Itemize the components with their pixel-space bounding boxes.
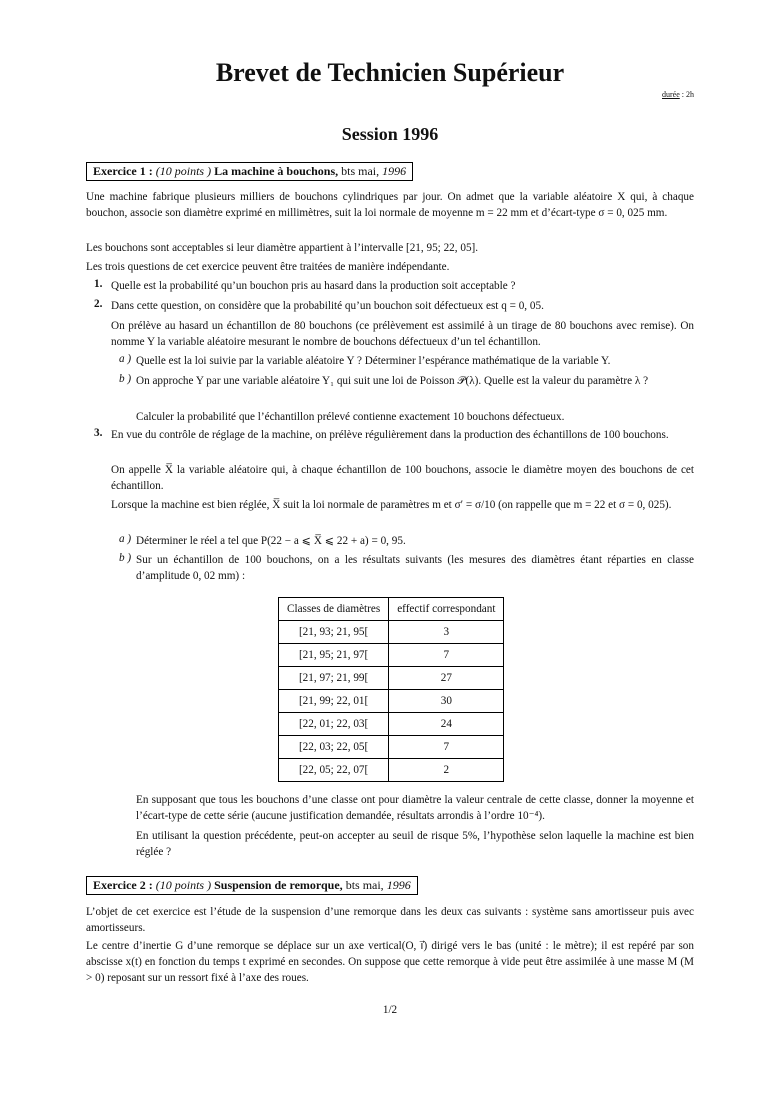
question-3a-label: a ) [119, 533, 132, 545]
table-cell-count: 30 [389, 690, 504, 713]
duration-value: : 2h [681, 90, 694, 99]
table-cell-count: 27 [389, 667, 504, 690]
table-row [279, 690, 504, 713]
table-row [279, 736, 504, 759]
exercise-2-year: 1996 [386, 878, 411, 892]
question-3-detail-2: Lorsque la machine est bien réglée, X̅ suit la loi normale de paramètres m et σ′ = σ/10 (on rappelle que m = 22 et σ = 0, 025). [111, 499, 672, 511]
exercise-2-header [86, 876, 418, 895]
question-2a-text: Quelle est la loi suivie par la variable aléatoire Y ? Déterminer l’espérance mathématique de la variable Y. [136, 355, 611, 367]
question-3-text: En vue du contrôle de réglage de la machine, on prélève régulièrement dans la production des échantillons de 100 bouchons. [111, 429, 669, 441]
table-row [279, 713, 504, 736]
question-3-detail-1: On appelle X̅ la variable aléatoire qui, à chaque échantillon de 100 bouchons, associe le diamètre moyen des bouchons de cet échantillon. [111, 464, 694, 492]
table-row [279, 644, 504, 667]
question-2b-label: b ) [119, 373, 132, 385]
table-cell-count: 24 [389, 713, 504, 736]
table-cell-class: [21, 95; 21, 97[ [279, 644, 389, 667]
question-2-number: 2. [94, 298, 103, 310]
exercise-2-source: bts mai, [345, 878, 384, 892]
table-cell-class: [22, 03; 22, 05[ [279, 736, 389, 759]
exercise-1-year: 1996 [382, 164, 407, 178]
table-cell-class: [21, 93; 21, 95[ [279, 621, 389, 644]
table-cell-count: 2 [389, 759, 504, 782]
diameter-classes-table [278, 597, 504, 782]
question-2-text: Dans cette question, on considère que la probabilité qu’un bouchon soit défectueux est q = 0, 05. [111, 300, 544, 312]
page-title: Brevet de Technicien Supérieur [215, 58, 565, 87]
ex2-paragraph-1: L’objet de cet exercice est l’étude de la suspension d’une remorque dans les deux cas suivants : système sans amortisseur puis avec amortisseurs. [86, 906, 694, 934]
table-cell-class: [22, 05; 22, 07[ [279, 759, 389, 782]
table-row [279, 759, 504, 782]
question-1-text: Quelle est la probabilité qu’un bouchon pris au hasard dans la production soit acceptable ? [111, 280, 516, 292]
table-cell-class: [22, 01; 22, 03[ [279, 713, 389, 736]
question-1-number: 1. [94, 278, 103, 290]
question-2-detail: On prélève au hasard un échantillon de 80 bouchons (ce prélèvement est assimilé à un tirage de 80 bouchons avec remise). On nomme Y la variable aléatoire mesurant le nombre de bouchons défectueux d’un tel échantillon. [111, 320, 694, 348]
session-heading: Session 1996 [341, 124, 439, 144]
exercise-1-header [86, 162, 413, 181]
page-number: 1/2 [382, 1004, 398, 1016]
exercise-1-label: Exercice 1 : [93, 164, 153, 178]
table-cell-class: [21, 97; 21, 99[ [279, 667, 389, 690]
table-row [279, 621, 504, 644]
table-header-row [279, 598, 504, 621]
question-3b-label: b ) [119, 552, 132, 564]
table-cell-count: 3 [389, 621, 504, 644]
question-2b-text: On approche Y par une variable aléatoire Y₁ qui suit une loi de Poisson 𝒫(λ). Quelle est la valeur du paramètre λ ? [136, 375, 649, 387]
exercise-2-name: Suspension de remorque, [214, 878, 343, 892]
exercise-1-name: La machine à bouchons, [214, 164, 339, 178]
table-cell-count: 7 [389, 736, 504, 759]
exercise-2-points: (10 points ) [155, 878, 212, 892]
exercise-1-source: bts mai, [341, 164, 380, 178]
question-2a-label: a ) [119, 353, 132, 365]
question-3b-followup-1: En supposant que tous les bouchons d’une classe ont pour diamètre la valeur centrale de cette classe, donner la moyenne et l’écart-type de cette série (aucune justification demandée, résultats arrondis à l’ordre 10⁻⁴). [136, 794, 694, 822]
exercise-1-points: (10 points ) [155, 164, 212, 178]
table-row [279, 667, 504, 690]
duration-label: durée [662, 90, 680, 99]
table-cell-class: [21, 99; 22, 01[ [279, 690, 389, 713]
ex1-intro-2: Les bouchons sont acceptables si leur diamètre appartient à l’intervalle [21, 95; 22, 05]. [86, 242, 479, 254]
table-header-classes: Classes de diamètres [279, 598, 389, 621]
question-2b-detail: Calculer la probabilité que l’échantillon prélevé contienne exactement 10 bouchons défectueux. [136, 411, 565, 423]
question-3b-text: Sur un échantillon de 100 bouchons, on a les résultats suivants (les mesures des diamètres étant réparties en classe d’amplitude 0, 02 mm) : [136, 554, 694, 582]
exercise-2-label: Exercice 2 : [93, 878, 153, 892]
question-3a-text: Déterminer le réel a tel que P(22 − a ⩽ X̅ ⩽ 22 + a) = 0, 95. [136, 535, 406, 547]
duration-note [662, 90, 694, 99]
question-3-number: 3. [94, 427, 103, 439]
question-3b-followup-2: En utilisant la question précédente, peut-on accepter au seuil de risque 5%, l’hypothèse selon laquelle la machine est bien réglée ? [136, 830, 694, 858]
table-header-count: effectif correspondant [389, 598, 504, 621]
ex2-paragraph-2: Le centre d’inertie G d’une remorque se déplace sur un axe vertical(O, i⃗) dirigé vers le bas (unité : le mètre); il est repéré par son abscisse x(t) en fonction du temps t exprimé en secondes. On suppose que cette remorque à vide peut être assimilée à une masse M (M > 0) reposant sur un ressort fixé à l’axe des roues. [86, 940, 694, 984]
ex1-intro-3: Les trois questions de cet exercice peuvent être traitées de manière indépendante. [86, 261, 450, 273]
ex1-intro-1: Une machine fabrique plusieurs milliers de bouchons cylindriques par jour. On admet que la variable aléatoire X qui, à chaque bouchon, associe son diamètre exprimé en millimètres, suit la loi normale de moyenne m = 22 mm et d’écart-type σ = 0, 025 mm. [86, 191, 694, 219]
table-cell-count: 7 [389, 644, 504, 667]
